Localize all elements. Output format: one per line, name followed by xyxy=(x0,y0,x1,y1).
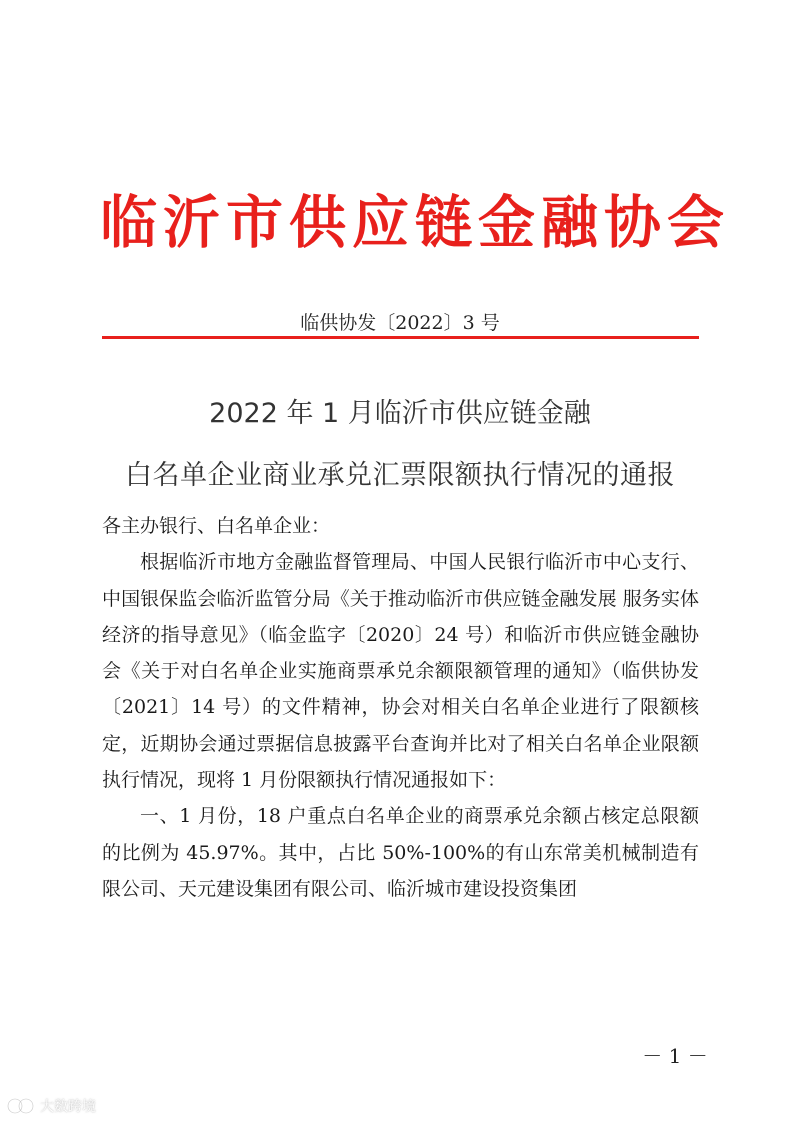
document-body xyxy=(102,508,699,907)
red-divider-line xyxy=(102,336,699,339)
notice-title-line-1: 2022 年 1 月临沂市供应链金融 xyxy=(209,398,591,429)
brand-logo-icon xyxy=(6,1096,36,1116)
masthead-title: 临沂市供应链金融协会 xyxy=(100,189,730,256)
watermark-text: 大数跨境 xyxy=(40,1099,96,1115)
salutation: 各主办银行、白名单企业： xyxy=(102,515,331,537)
body-paragraph: 根据临沂市地方金融监督管理局、中国人民银行临沂市中心支行、中国银保监会临沂监管分局《关于推动临沂市供应链金融发展 服务实体经济的指导意见》（临金监字〔2020〕24 号）和临沂市供应链金融协会《关于对白名单企业实施商票承兑余额限额管理的通知》（临供协发〔2021〕14 号）的文件精神，协会对相关白名单企业进行了限额核定，近期协会通过票据信息披露平台查询并比对了相关白名单企业限额执行情况，现将 1 月份限额执行情况通报如下： xyxy=(102,551,699,792)
watermark xyxy=(6,1094,96,1118)
body-paragraph: 一、1 月份，18 户重点白名单企业的商票承兑余额占核定总限额的比例为 45.97%。其中，占比 50%-100%的有山东常美机械制造有限公司、天元建设集团有限公司、临沂城市建设投资集团 xyxy=(102,805,699,900)
notice-title-line-2: 白名单企业商业承兑汇票限额执行情况的通报 xyxy=(125,460,675,491)
document-number: 临供协发〔2022〕3 号 xyxy=(300,312,500,334)
page-number: － 1 － xyxy=(642,1044,708,1068)
